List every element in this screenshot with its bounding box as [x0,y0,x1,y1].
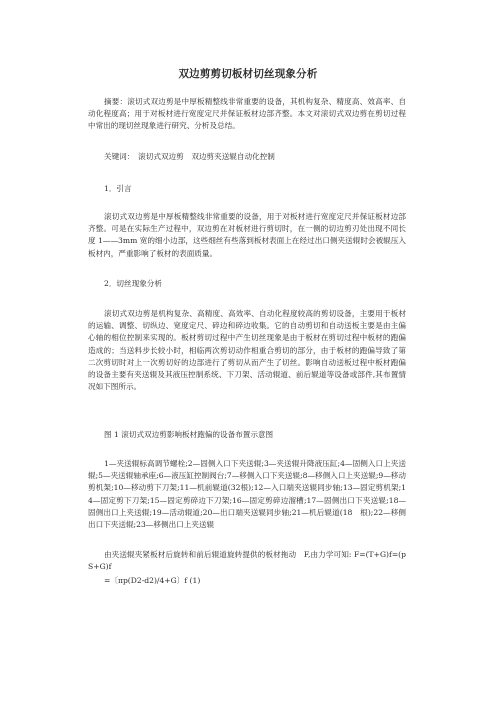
document-title: 双边剪剪切板材切丝现象分析 [178,68,318,80]
section-1-paragraph: 滚切式双边剪是中厚板精整线非常重要的设备，用于对板材进行宽度定尺并保证板材边部齐整。可是在实际生产过程中，双边剪在对板材进行剪切时，在一侧的切边剪刃处出现不同长度 1——3mm 宽的细小边部，这些细丝有些落到板材表面上在经过出口侧夹送辊时会被辊压入板材内，严重影响了板材的表面质量。 [88,212,406,258]
abstract: 摘要：滚切式双边剪是中厚板精整线非常重要的设备，其机构复杂、精度高、效高率、自动化程度高；用于对板材进行宽度定尺并保证板材边部齐整。本文对滚切式双边剪在剪切过程中常出的现切丝现象进行研究、分析及总结。 [88,97,406,131]
keywords: 关键词： 滚切式双边剪 双边剪夹送辊自动化控制 [104,152,275,161]
formula: =〔πp(D2-d2)/4+G〕f (1) [104,576,201,585]
section-1-heading: 1．引言 [104,184,132,193]
section-3-paragraph: 由夹送辊夹紧板材后旋转和前后辊道旋转提供的板材拖动 F,由力学可知: F=(T+G)f=(pS+G)f [88,550,406,572]
section-2-heading: 2．切丝现象分析 [104,279,162,288]
figure-caption: 图 1 滚切式双边剪影响板材跑偏的设备布置示意图 [104,430,274,439]
section-2-paragraph: 滚切式双边剪是机构复杂、高精度、高效率、自动化程度较高的剪切设备，主要用于板材的运输、调整、切纵边、宽度定尺、碎边和碎边收集。它的自动剪切和自动送板主要是由主偏心轴的相位控制来实现的。板材剪切过程中产生切丝现象是由于板材在剪切过程中板材的跑偏造成的；当送料步长较小时，相临两次剪切动作相重合剪切的部分，由于板材的跑偏导致了第二次剪切时对上一次剪切好的边部进行了剪切从而产生了切丝。影响自动送板过程中板材跑偏的设备主要有夹送辊及其液压控制系统、下刀架、活动辊道、前后辊道等设备或部件,其布置情况如下图所示。 [88,309,406,392]
figure-legend: 1—夹送辊标高调节螺栓;2—固侧入口下夹送辊;3—夹送辊升降液压缸;4—固侧入口上夹送辊;5—夹送辊轴承座;6—液压缸控制阀台;7—移侧入口下夹送辊;8—移侧入口上夹送辊;9—移动剪机架;10—移动剪下刀架;11—机前辊道(32根);12—入口端夹送辊同步轴;13—固定剪机架;14—固定剪下刀架;15—固定剪碎边下刀架;16—固定剪碎边溜槽;17—固侧出口下夹送辊;18—固侧出口上夹送辊;19—活动辊道;20—出口端夹送辊同步轴;21—机后辊道(18 根);22—移侧出口下夹送辊;23—移侧出口上夹送辊 [88,459,406,530]
